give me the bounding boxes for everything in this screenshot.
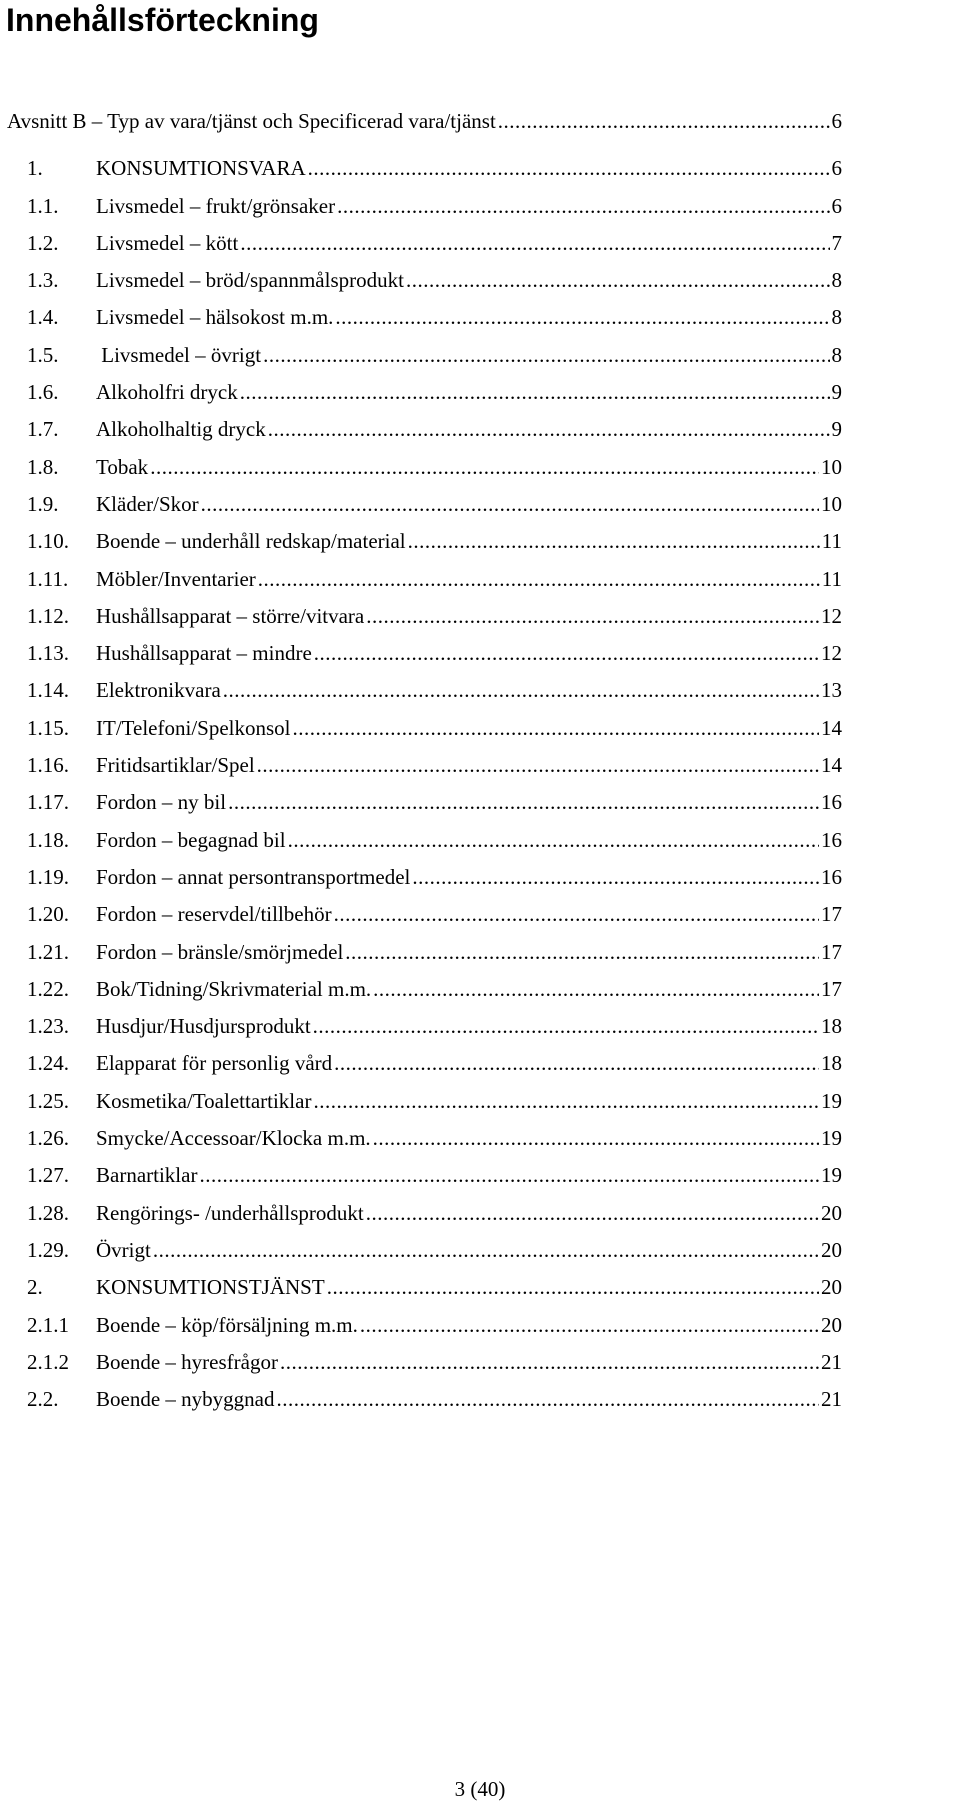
toc-entry-number: 1.8. — [27, 454, 59, 479]
toc-leader-dots — [334, 1051, 819, 1076]
toc-entry-text: Kläder/Skor — [96, 491, 199, 516]
toc-entry-number: 1.7. — [27, 417, 59, 442]
toc-entry-text: Livsmedel – övrigt — [96, 342, 262, 367]
toc-entry-number: 1.27. — [27, 1163, 69, 1188]
toc-entry-number: 1.20. — [27, 902, 69, 927]
toc-entry-number: 1.4. — [27, 305, 59, 330]
toc-entry-page: 21 — [821, 1387, 842, 1412]
toc-leader-dots — [408, 529, 820, 554]
toc-section-page: 6 — [831, 109, 842, 133]
toc-entry-page: 18 — [821, 1014, 842, 1039]
toc-entry[interactable] — [27, 181, 842, 218]
toc-entry-text: Övrigt — [96, 1237, 151, 1262]
toc-entry-number: 1.22. — [27, 976, 69, 1001]
toc-entry-page: 9 — [831, 380, 842, 405]
toc-entry-number: 1.6. — [27, 380, 59, 405]
toc-entry-number: 1.18. — [27, 827, 69, 852]
toc-entry[interactable] — [27, 442, 842, 479]
toc-leader-dots — [276, 1387, 819, 1412]
toc-entry[interactable] — [27, 1375, 842, 1412]
toc-entry[interactable] — [27, 1114, 842, 1151]
toc-entry-text: Boende – köp/försäljning m.m. — [96, 1312, 358, 1337]
toc-entry-page: 17 — [821, 939, 842, 964]
toc-leader-dots — [268, 417, 830, 442]
toc-section-text: Avsnitt B – Typ av vara/tjänst och Specificerad vara/tjänst — [7, 109, 496, 133]
toc-entry-text: KONSUMTIONSVARA — [96, 156, 306, 181]
toc-leader-dots — [223, 678, 819, 703]
toc-entry-number: 1.12. — [27, 603, 69, 628]
toc-entry-number: 1.13. — [27, 641, 69, 666]
toc-leader-dots — [150, 455, 819, 480]
toc-leader-dots — [373, 1126, 819, 1151]
toc-entry-text: Hushållsapparat – större/vitvara — [96, 603, 365, 628]
toc-entry[interactable] — [27, 1076, 842, 1113]
toc-leader-dots — [240, 380, 830, 405]
toc-entry-text: Rengörings- /underhållsprodukt — [96, 1200, 364, 1225]
toc-entry[interactable] — [27, 405, 842, 442]
toc-entry-number: 1.11. — [27, 566, 69, 591]
toc-entry-number: 1.10. — [27, 529, 69, 554]
toc-entry-page: 17 — [821, 902, 842, 927]
toc-entry-page: 20 — [821, 1200, 842, 1225]
toc-entry[interactable] — [27, 1039, 842, 1076]
toc-entry[interactable] — [27, 1338, 842, 1375]
toc-entry-text: Alkoholhaltig dryck — [96, 417, 266, 442]
toc-entry-number: 1.2. — [27, 230, 59, 255]
toc-entry[interactable] — [27, 741, 842, 778]
toc-entry-text: IT/Telefoni/Spelkonsol — [96, 715, 291, 740]
toc-entry-number: 1.21. — [27, 939, 69, 964]
toc-entry-number: 1.19. — [27, 864, 69, 889]
toc-leader-dots — [406, 268, 830, 293]
toc-entry-page: 11 — [821, 529, 842, 554]
toc-section-entry[interactable] — [6, 109, 842, 134]
toc-entry[interactable] — [27, 219, 842, 256]
toc-entry-number: 1.3. — [27, 268, 59, 293]
toc-entry-number: 1.26. — [27, 1126, 69, 1151]
toc-entry-page: 19 — [821, 1088, 842, 1113]
toc-entry-page: 8 — [831, 268, 842, 293]
toc-entry-number: 2.1.2 — [27, 1349, 69, 1374]
toc-entry-number: 1.1. — [27, 193, 59, 218]
toc-entry-text: Livsmedel – frukt/grönsaker — [96, 193, 336, 218]
toc-entry[interactable] — [27, 815, 842, 852]
toc-entry-number: 1.23. — [27, 1014, 69, 1039]
toc-leader-dots — [257, 753, 819, 778]
toc-entry-text: Boende – hyresfrågor — [96, 1349, 278, 1374]
toc-leader-dots — [201, 492, 819, 517]
toc-entry-number: 1.5. — [27, 342, 59, 367]
toc-entry-page: 12 — [821, 641, 842, 666]
toc-entry-page: 16 — [821, 827, 842, 852]
toc-entry[interactable] — [27, 778, 842, 815]
toc-entry-text: Fordon – bränsle/smörjmedel — [96, 939, 344, 964]
toc-leader-dots — [240, 231, 829, 256]
toc-entry-number: 1. — [27, 156, 43, 181]
toc-entry-number: 1.24. — [27, 1051, 69, 1076]
toc-entry-text: Möbler/Inventarier — [96, 566, 256, 591]
toc-entry[interactable] — [27, 554, 842, 591]
toc-list — [27, 144, 842, 1412]
toc-leader-dots — [228, 790, 819, 815]
toc-entry-text: Tobak — [96, 454, 149, 479]
toc-leader-dots — [153, 1238, 819, 1263]
toc-entry-page: 11 — [821, 566, 842, 591]
toc-leader-dots — [258, 567, 820, 592]
toc-entry-page: 19 — [821, 1126, 842, 1151]
toc-entry-text: Barnartiklar — [96, 1163, 198, 1188]
toc-entry-page: 14 — [821, 715, 842, 740]
toc-entry-page: 18 — [821, 1051, 842, 1076]
toc-entry-text: Livsmedel – kött — [96, 230, 239, 255]
toc-entry-text: Livsmedel – hälsokost m.m. — [96, 305, 334, 330]
toc-leader-dots — [293, 716, 820, 741]
toc-entry[interactable] — [27, 293, 842, 330]
toc-entry-page: 20 — [821, 1312, 842, 1337]
toc-entry[interactable] — [27, 1226, 842, 1263]
toc-entry-page: 17 — [821, 976, 842, 1001]
toc-entry-number: 2.1.1 — [27, 1312, 69, 1337]
toc-entry-text: KONSUMTIONSTJÄNST — [96, 1275, 325, 1300]
page-number-footer: 3 (40) — [454, 1777, 506, 1801]
toc-entry-number: 1.25. — [27, 1088, 69, 1113]
toc-entry-number: 1.29. — [27, 1237, 69, 1262]
toc-entry-number: 1.28. — [27, 1200, 69, 1225]
toc-entry-text: Fritidsartiklar/Spel — [96, 753, 255, 778]
toc-entry[interactable] — [27, 666, 842, 703]
toc-leader-dots — [313, 1089, 819, 1114]
toc-leader-dots — [366, 1201, 819, 1226]
toc-entry[interactable] — [27, 1263, 842, 1300]
toc-entry-number: 1.14. — [27, 678, 69, 703]
toc-leader-dots — [314, 641, 819, 666]
toc-entry-page: 19 — [821, 1163, 842, 1188]
toc-entry-text: Husdjur/Husdjursprodukt — [96, 1014, 311, 1039]
toc-entry[interactable] — [27, 330, 842, 367]
toc-entry[interactable] — [27, 256, 842, 293]
toc-entry-page: 9 — [831, 417, 842, 442]
toc-entry-text: Fordon – reservdel/tillbehör — [96, 902, 332, 927]
toc-leader-dots — [366, 604, 819, 629]
toc-entry-number: 1.17. — [27, 790, 69, 815]
toc-entry[interactable] — [27, 1300, 842, 1337]
toc-entry-text: Elektronikvara — [96, 678, 221, 703]
toc-entry-page: 10 — [821, 491, 842, 516]
toc-entry[interactable] — [27, 853, 842, 890]
toc-leader-dots — [337, 194, 829, 219]
toc-entry-page: 16 — [821, 790, 842, 815]
toc-entry-number: 2. — [27, 1275, 43, 1300]
toc-entry-page: 14 — [821, 753, 842, 778]
toc-entry-number: 1.16. — [27, 753, 69, 778]
toc-entry-number: 1.9. — [27, 491, 59, 516]
toc-entry-text: Kosmetika/Toalettartiklar — [96, 1088, 312, 1113]
toc-entry-page: 8 — [831, 305, 842, 330]
toc-entry[interactable] — [27, 1151, 842, 1188]
toc-entry-page: 16 — [821, 864, 842, 889]
toc-entry[interactable] — [27, 927, 842, 964]
toc-leader-dots — [308, 156, 830, 181]
toc-entry-page: 6 — [831, 156, 842, 181]
toc-entry[interactable] — [27, 629, 842, 666]
toc-entry-page: 13 — [821, 678, 842, 703]
toc-entry-number: 2.2. — [27, 1387, 59, 1412]
toc-leader-dots — [360, 1313, 819, 1338]
toc-entry-text: Fordon – annat persontransportmedel — [96, 864, 411, 889]
toc-leader-dots — [334, 902, 819, 927]
toc-leader-dots — [288, 828, 819, 853]
toc-entry-text: Boende – nybyggnad — [96, 1387, 275, 1412]
toc-entry-page: 20 — [821, 1237, 842, 1262]
toc-entry-page: 12 — [821, 603, 842, 628]
toc-leader-dots — [412, 865, 819, 890]
toc-entry-text: Elapparat för personlig vård — [96, 1051, 333, 1076]
toc-entry-page: 20 — [821, 1275, 842, 1300]
toc-leader-dots — [280, 1350, 819, 1375]
toc-entry-text: Livsmedel – bröd/spannmålsprodukt — [96, 268, 404, 293]
toc-entry[interactable] — [27, 592, 842, 629]
toc-entry[interactable] — [27, 1188, 842, 1225]
toc-entry-text: Fordon – ny bil — [96, 790, 227, 815]
toc-entry[interactable] — [27, 144, 842, 181]
toc-entry[interactable] — [27, 1002, 842, 1039]
toc-entry-text: Bok/Tidning/Skrivmaterial m.m. — [96, 976, 372, 1001]
toc-entry[interactable] — [27, 480, 842, 517]
toc-entry[interactable] — [27, 517, 842, 554]
toc-leader-dots — [263, 343, 829, 368]
toc-entry-page: 6 — [831, 193, 842, 218]
toc-leader-dots — [199, 1163, 819, 1188]
toc-entry[interactable] — [27, 965, 842, 1002]
toc-entry-text: Alkoholfri dryck — [96, 380, 238, 405]
toc-entry-page: 21 — [821, 1349, 842, 1374]
toc-leader-dots — [327, 1275, 819, 1300]
toc-leader-dots — [498, 109, 830, 134]
toc-entry-text: Smycke/Accessoar/Klocka m.m. — [96, 1126, 371, 1151]
toc-leader-dots — [313, 1014, 819, 1039]
toc-entry-text: Fordon – begagnad bil — [96, 827, 286, 852]
toc-entry[interactable] — [27, 890, 842, 927]
toc-entry-text: Hushållsapparat – mindre — [96, 641, 312, 666]
toc-entry-page: 10 — [821, 454, 842, 479]
toc-leader-dots — [345, 940, 819, 965]
toc-entry-number: 1.15. — [27, 715, 69, 740]
toc-entry[interactable] — [27, 703, 842, 740]
toc-entry-page: 7 — [831, 230, 842, 255]
toc-leader-dots — [373, 977, 819, 1002]
page-title: Innehållsförteckning — [6, 2, 319, 38]
toc-entry[interactable] — [27, 368, 842, 405]
toc-entry-text: Boende – underhåll redskap/material — [96, 529, 406, 554]
toc-entry-page: 8 — [831, 342, 842, 367]
toc-leader-dots — [335, 305, 829, 330]
